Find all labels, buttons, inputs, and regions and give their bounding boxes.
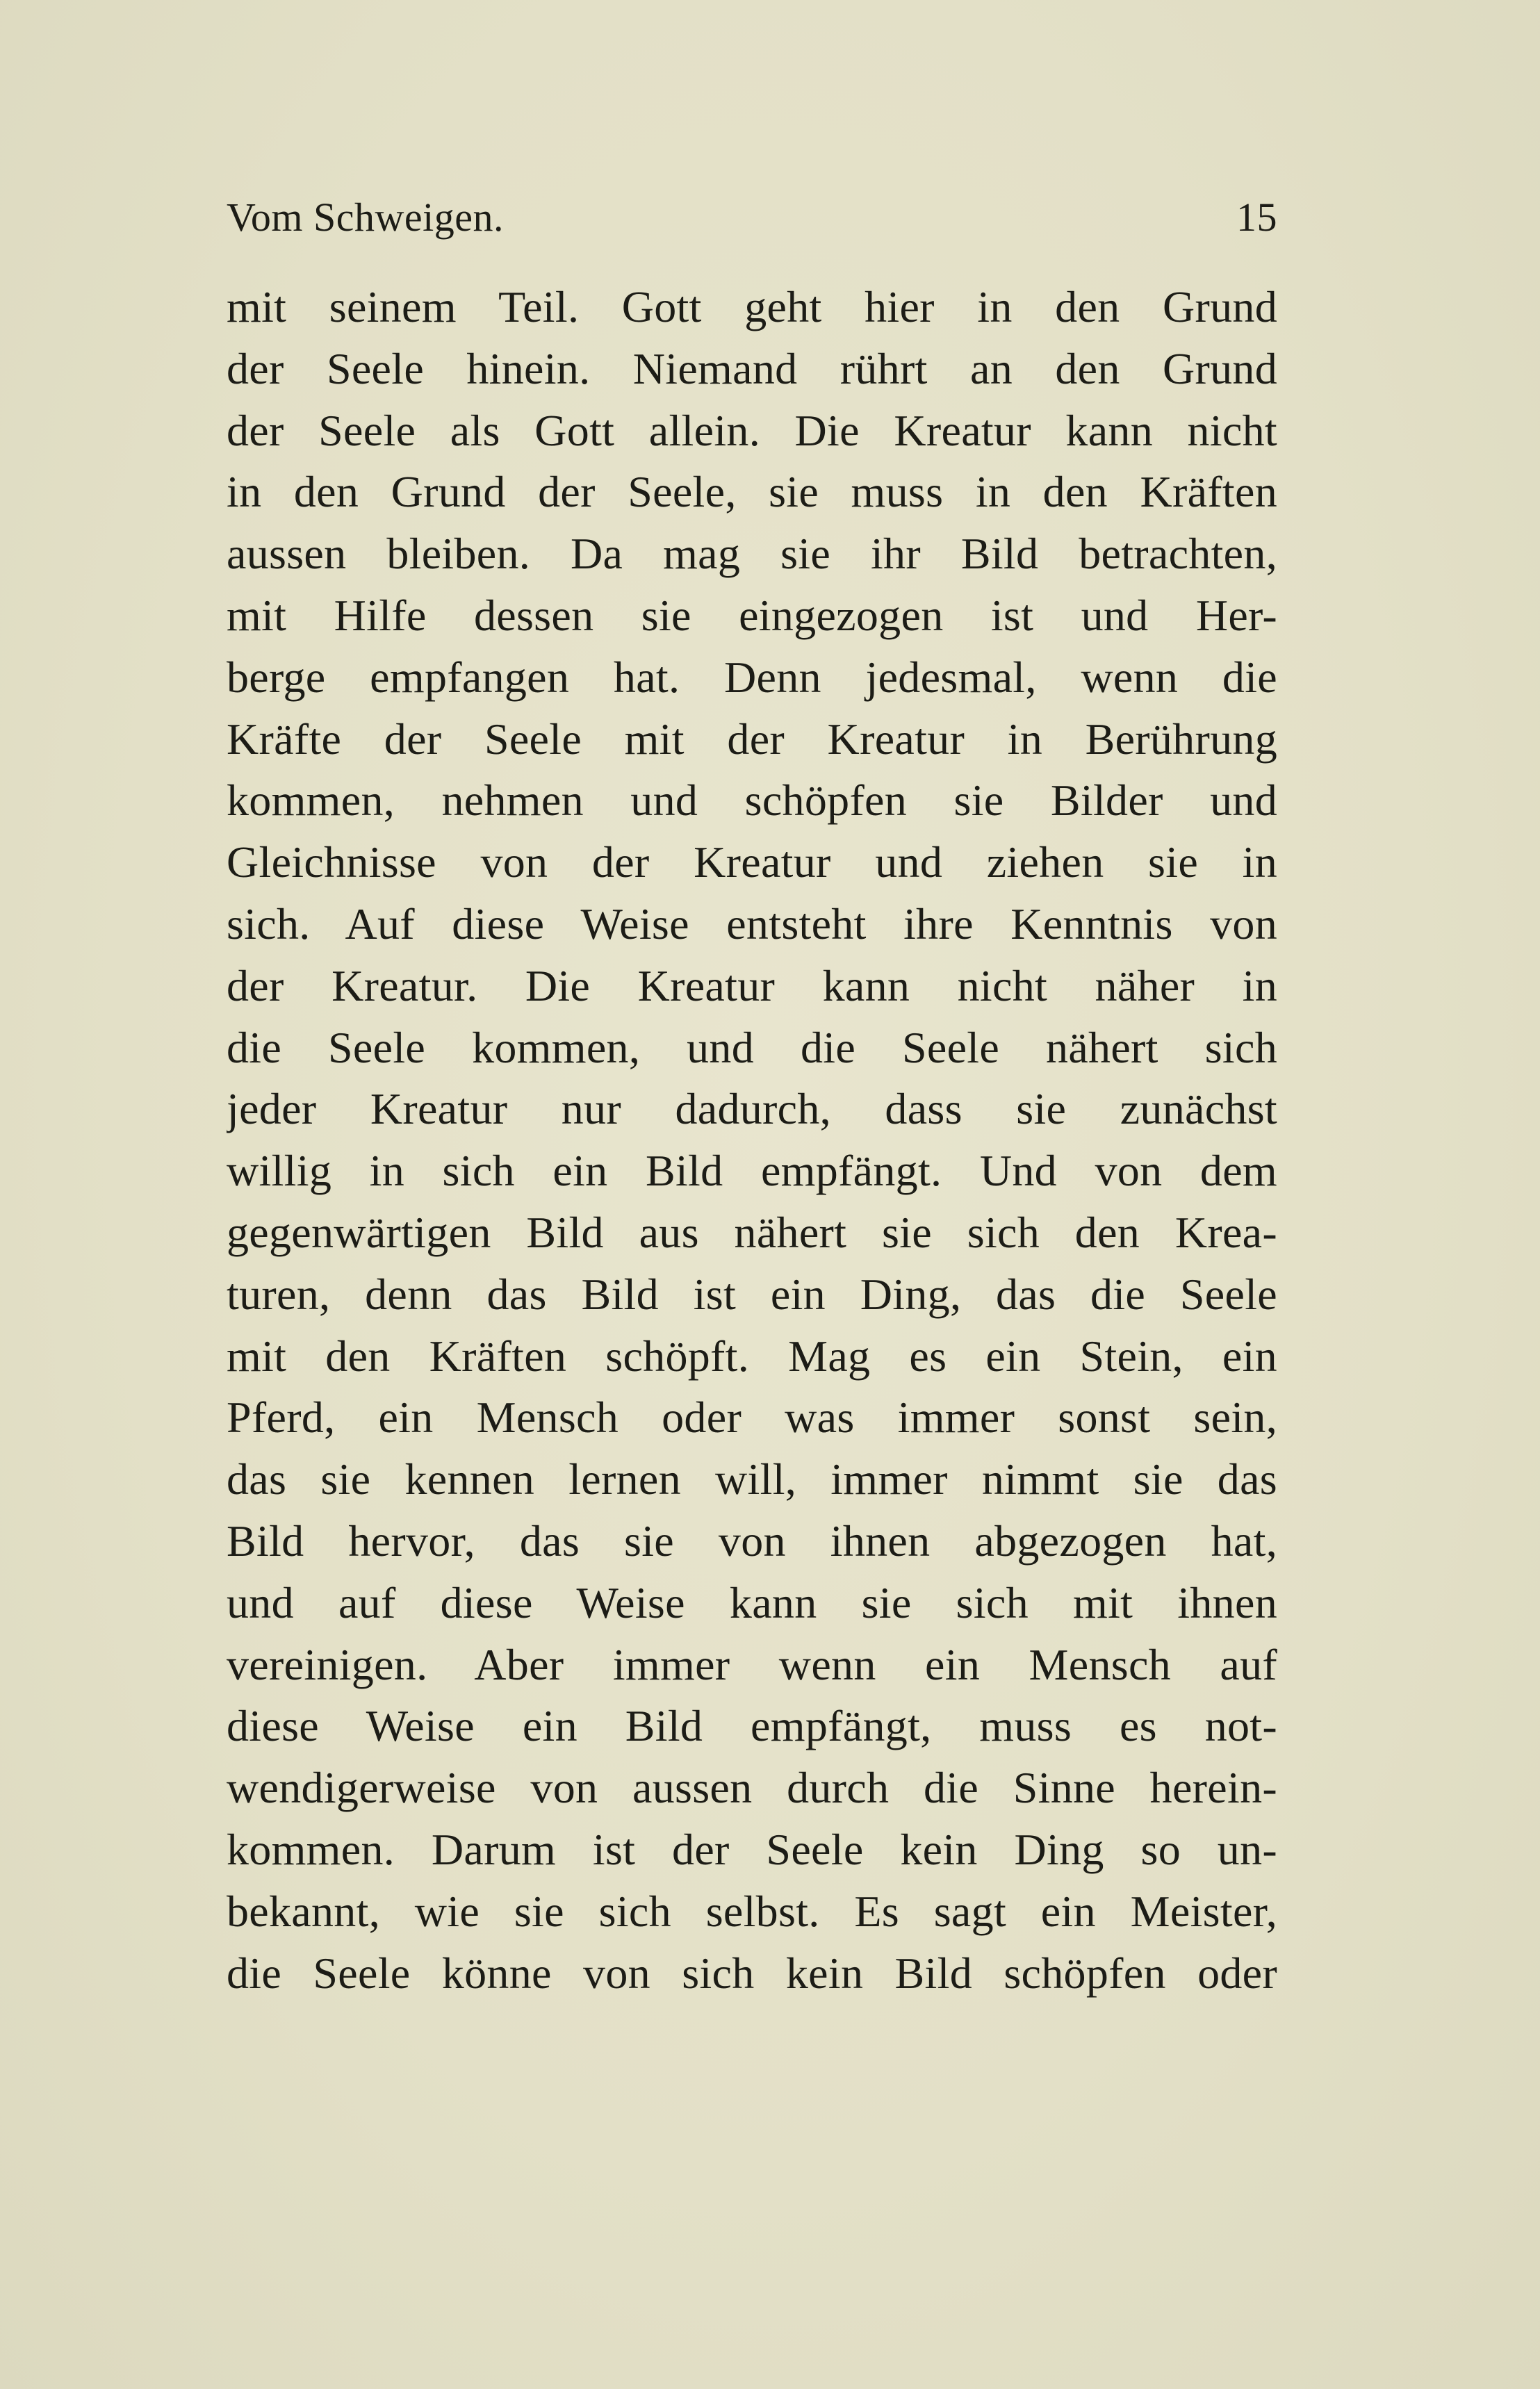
running-head <box>227 186 1277 249</box>
text-line-2: der Seele hinein. Niemand rührt an den Grund <box>227 343 1277 393</box>
text-line-19: Pferd, ein Mensch oder was immer sonst sein, <box>227 1393 1277 1443</box>
body-text <box>227 277 1277 2004</box>
text-line-8: Kräfte der Seele mit der Kreatur in Berührung <box>227 714 1277 764</box>
text-line-23: vereinigen. Aber immer wenn ein Mensch auf <box>227 1639 1277 1689</box>
text-line-4: in den Grund der Seele, sie muss in den Kräften <box>227 467 1277 517</box>
text-line-21: Bild hervor, das sie von ihnen abgezogen hat, <box>227 1516 1277 1566</box>
text-line-24: diese Weise ein Bild empfängt, muss es not- <box>227 1701 1277 1751</box>
text-line-17: turen, denn das Bild ist ein Ding, das die Seele <box>227 1269 1277 1319</box>
text-line-15: willig in sich ein Bild empfängt. Und von dem <box>227 1146 1277 1196</box>
text-line-14: jeder Kreatur nur dadurch, dass sie zunächst <box>227 1084 1277 1134</box>
text-line-3: der Seele als Gott allein. Die Kreatur kann nicht <box>227 405 1277 455</box>
text-line-9: kommen, nehmen und schöpfen sie Bilder und <box>227 775 1277 826</box>
text-line-10: Gleichnisse von der Kreatur und ziehen sie in <box>227 837 1277 887</box>
text-line-18: mit den Kräften schöpft. Mag es ein Stein, ein <box>227 1331 1277 1381</box>
text-line-25: wendigerweise von aussen durch die Sinne herein- <box>227 1763 1277 1813</box>
text-line-1: mit seinem Teil. Gott geht hier in den Grund <box>227 282 1277 331</box>
text-line-20: das sie kennen lernen will, immer nimmt sie das <box>227 1454 1277 1504</box>
text-line-7: berge empfangen hat. Denn jedesmal, wenn die <box>227 652 1277 702</box>
text-line-13: die Seele kommen, und die Seele nähert sich <box>227 1022 1277 1072</box>
text-line-22: und auf diese Weise kann sie sich mit ihnen <box>227 1577 1277 1627</box>
text-line-16: gegenwärtigen Bild aus nähert sie sich den Krea- <box>227 1207 1277 1257</box>
text-line-26: kommen. Darum ist der Seele kein Ding so un- <box>227 1824 1277 1874</box>
text-line-28: die Seele könne von sich kein Bild schöpfen oder <box>227 1948 1277 1998</box>
running-title: Vom Schweigen. <box>227 195 505 240</box>
text-line-27: bekannt, wie sie sich selbst. Es sagt ein Meister, <box>227 1886 1277 1936</box>
text-line-12: der Kreatur. Die Kreatur kann nicht näher in <box>227 960 1277 1010</box>
page-number: 15 <box>1236 195 1277 240</box>
text-line-6: mit Hilfe dessen sie eingezogen ist und Her- <box>227 590 1277 640</box>
text-line-11: sich. Auf diese Weise entsteht ihre Kenntnis von <box>227 898 1277 949</box>
text-line-5: aussen bleiben. Da mag sie ihr Bild betrachten, <box>227 529 1277 579</box>
